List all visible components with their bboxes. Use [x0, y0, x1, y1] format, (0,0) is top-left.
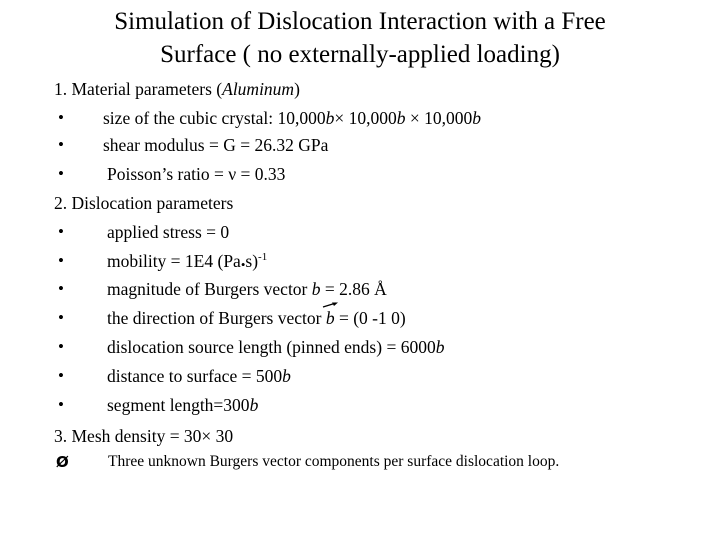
burgers-b: b — [311, 279, 321, 299]
mobility-post: s) — [245, 251, 259, 271]
title-line-2: Surface ( no externally-applied loading) — [160, 41, 560, 68]
burgers-magnitude-text — [107, 278, 387, 300]
bullet: • — [58, 222, 64, 241]
mobility-exponent: -1 — [258, 251, 268, 263]
surface-distance-pre: distance to surface = 500 — [107, 366, 283, 386]
title-line-1: Simulation of Dislocation Interaction with a Free — [114, 8, 606, 35]
segment-length-text — [107, 394, 258, 416]
mobility-dot: • — [240, 257, 246, 272]
burgers-b: b — [396, 108, 406, 128]
surface-distance-text — [107, 365, 291, 387]
bullet: • — [58, 135, 64, 154]
burgers-b: b — [325, 308, 335, 328]
burgers-b: b — [435, 337, 445, 357]
section-2-heading: 2. Dislocation parameters — [54, 193, 234, 213]
burgers-b: b — [472, 108, 481, 128]
crystal-size-mid2: × 10,000 — [405, 108, 473, 128]
section-1-heading-text: 1. Material parameters ( — [54, 79, 223, 99]
shear-modulus-text: shear modulus = G = 26.32 GPa — [103, 135, 329, 155]
bullet: • — [58, 279, 64, 298]
source-length-pre: dislocation source length (pinned ends) = 6000 — [107, 337, 436, 357]
burgers-b: b — [325, 108, 335, 128]
slide-title — [0, 5, 720, 71]
crystal-size-text — [103, 107, 481, 129]
bullet: • — [58, 366, 64, 385]
bullet: • — [58, 251, 64, 270]
bullet: • — [58, 395, 64, 414]
mobility-pre: mobility = 1E4 (Pa — [107, 251, 241, 271]
burgers-direction-text — [107, 307, 406, 329]
applied-stress-text: applied stress = 0 — [107, 222, 230, 242]
burgers-b: b — [249, 395, 259, 415]
bullet: • — [58, 108, 64, 127]
burgers-vector — [326, 307, 335, 329]
mobility-text — [107, 250, 267, 276]
bullet: • — [58, 164, 64, 183]
burgers-magnitude-post: = 2.86 Å — [320, 279, 387, 299]
burgers-note-text: Three unknown Burgers vector components per surface dislocation loop. — [108, 453, 560, 470]
section-1-heading — [54, 78, 300, 100]
segment-length-pre: segment length=300 — [107, 395, 250, 415]
crystal-size-mid1: × 10,000 — [334, 108, 397, 128]
vector-arrow-icon — [323, 301, 339, 309]
bullet: • — [58, 308, 64, 327]
burgers-b: b — [282, 366, 291, 386]
burgers-direction-pre: the direction of Burgers vector — [107, 308, 326, 328]
burgers-direction-post: = (0 -1 0) — [334, 308, 406, 328]
arrow-bullet-icon: Ø — [56, 453, 69, 471]
burgers-magnitude-pre: magnitude of Burgers vector — [107, 279, 312, 299]
source-length-text — [107, 336, 444, 358]
crystal-size-pre: size of the cubic crystal: 10,000 — [103, 108, 326, 128]
poisson-ratio-text: Poisson’s ratio = ν = 0.33 — [107, 164, 286, 184]
material-name: Aluminum — [222, 79, 295, 99]
section-3-heading: 3. Mesh density = 30× 30 — [54, 426, 234, 446]
bullet: • — [58, 337, 64, 356]
section-1-heading-close: ) — [294, 79, 300, 99]
